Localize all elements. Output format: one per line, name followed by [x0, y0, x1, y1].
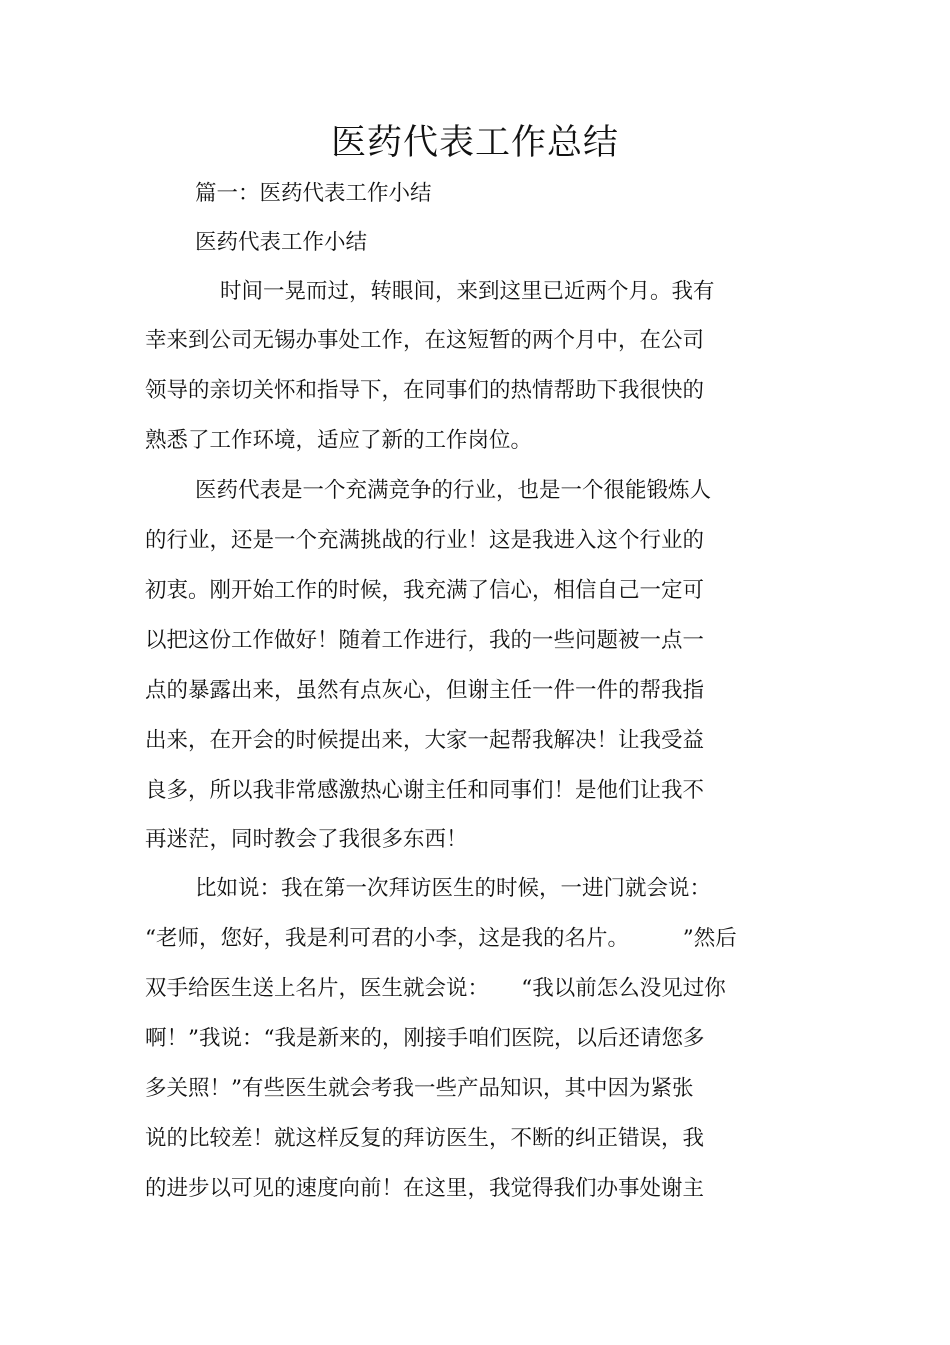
paragraph-line: 的行业，还是一个充满挑战的行业！这是我进入这个行业的	[145, 528, 705, 553]
paragraph-line: 幸来到公司无锡办事处工作，在这短暂的两个月中，在公司	[145, 328, 705, 353]
paragraph-line: 出来，在开会的时候提出来，大家一起帮我解决！让我受益	[145, 728, 705, 753]
paragraph-line: 以把这份工作做好！随着工作进行，我的一些问题被一点一	[145, 628, 705, 653]
paragraph-line: 时间一晃而过，转眼间，来到这里已近两个月。我有	[220, 279, 715, 304]
paragraph-line: 领导的亲切关怀和指导下，在同事们的热情帮助下我很快的	[145, 378, 705, 403]
paragraph-line: 熟悉了工作环境，适应了新的工作岗位。	[145, 428, 533, 453]
paragraph-line: 双手给医生送上名片，医生就会说： “我以前怎么没见过你	[145, 976, 726, 1001]
paragraph-line: 初衷。刚开始工作的时候，我充满了信心，相信自己一定可	[145, 578, 705, 603]
paragraph-line: 的进步以可见的速度向前！在这里，我觉得我们办事处谢主	[145, 1176, 705, 1201]
section-heading: 篇一：医药代表工作小结	[195, 181, 432, 206]
paragraph-line: 比如说：我在第一次拜访医生的时候，一进门就会说：	[195, 876, 712, 901]
subsection-heading: 医药代表工作小结	[195, 230, 368, 255]
document-title: 医药代表工作总结	[330, 123, 619, 163]
paragraph-line: “老师，您好，我是利可君的小李，这是我的名片。 ”然后	[145, 926, 737, 951]
paragraph-line: 医药代表是一个充满竞争的行业，也是一个很能锻炼人	[195, 478, 712, 503]
paragraph-line: 再迷茫，同时教会了我很多东西！	[145, 827, 468, 852]
paragraph-line: 多关照！”有些医生就会考我一些产品知识，其中因为紧张	[145, 1076, 694, 1101]
paragraph-line: 说的比较差！就这样反复的拜访医生，不断的纠正错误，我	[145, 1126, 705, 1151]
paragraph-line: 点的暴露出来，虽然有点灰心，但谢主任一件一件的帮我指	[145, 678, 705, 703]
paragraph-line: 良多，所以我非常感激热心谢主任和同事们！是他们让我不	[145, 778, 705, 803]
paragraph-line: 啊！”我说：“我是新来的，刚接手咱们医院，以后还请您多	[145, 1026, 705, 1051]
